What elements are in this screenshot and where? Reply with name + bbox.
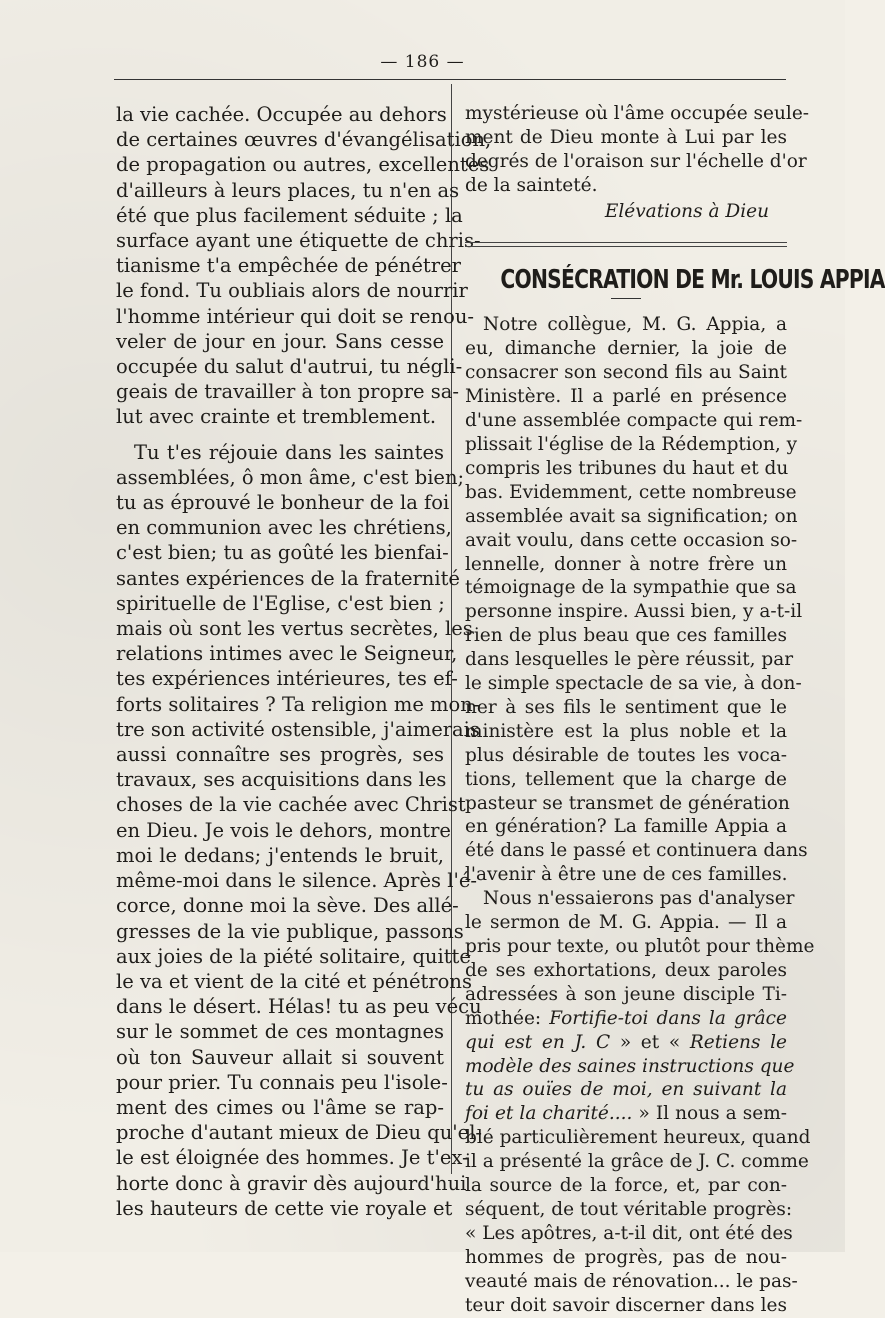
text-line: tu as éprouvé le bonheur de la foi <box>116 491 450 515</box>
text-line: moi le dedans; j'entends le bruit, <box>116 843 444 867</box>
text-line: pour prier. Tu connais peu l'isole- <box>116 1070 448 1094</box>
text-line: été que plus facilement séduite ; la <box>116 203 463 227</box>
text-fragment: mothée: <box>465 1007 550 1029</box>
text-line: ministère est la plus noble et la <box>465 720 787 742</box>
source-signature: Elévations à Dieu <box>604 200 769 222</box>
text-line: gresses de la vie publique, passons <box>116 919 464 943</box>
quoted-text: foi et la charité.... <box>465 1103 633 1125</box>
text-line: spirituelle de l'Eglise, c'est bien ; <box>116 591 445 615</box>
text-line: l'avenir à être une de ces familles. <box>465 864 788 886</box>
text-line: relations intimes avec le Seigneur, <box>116 642 458 666</box>
text-line: en Dieu. Je vois le dehors, montre <box>116 818 451 842</box>
text-line: veler de jour en jour. Sans cesse <box>116 329 444 353</box>
text-line: aussi connaître ses progrès, ses <box>116 743 444 767</box>
text-line: de ses exhortations, deux paroles <box>465 959 787 981</box>
text-line: « Les apôtres, a-t-il dit, ont été des <box>465 1222 793 1244</box>
text-line: assemblées, ô mon âme, c'est bien; <box>116 465 465 489</box>
text-line: la source de la force, et, par con- <box>465 1175 787 1197</box>
text-line: lut avec crainte et tremblement. <box>116 405 437 429</box>
text-line <box>465 1007 787 1031</box>
text-line: il a présenté la grâce de J. C. comme <box>465 1151 809 1173</box>
text-line: les hauteurs de cette vie royale et <box>116 1196 453 1220</box>
text-line: choses de la vie cachée avec Christ <box>116 793 466 817</box>
text-line: bas. Evidemment, cette nombreuse <box>465 481 797 503</box>
heading-rule <box>611 298 641 299</box>
text-line: santes expériences de la fraternité <box>116 566 460 590</box>
text-line: veauté mais de rénovation... le pas- <box>465 1270 798 1292</box>
quoted-text: modèle des saines instructions que <box>465 1055 795 1077</box>
text-line: mystérieuse où l'âme occupée seule- <box>465 103 810 124</box>
text-line: tions, tellement que la charge de <box>465 768 787 790</box>
paragraph-continuation <box>465 102 810 198</box>
paragraph <box>465 887 815 1317</box>
text-line: Notre collègue, M. G. Appia, a <box>483 314 787 336</box>
text-line: l'homme intérieur qui doit se renou- <box>116 304 474 328</box>
text-line: en génération? La famille Appia a <box>465 816 787 838</box>
text-line: séquent, de tout véritable progrès: <box>465 1198 793 1220</box>
article-heading: CONSÉCRATION DE Mr. LOUIS APPIA <box>500 264 885 295</box>
text-line: proche d'autant mieux de Dieu qu'el- <box>116 1121 483 1145</box>
text-line: le sermon de M. G. Appia. — Il a <box>465 912 787 934</box>
text-line: mais où sont les vertus secrètes, les <box>116 617 473 641</box>
text-line: aux joies de la piété solitaire, quitte <box>116 944 471 968</box>
text-line: assemblée avait sa signification; on <box>465 505 798 527</box>
paragraph <box>116 440 483 1221</box>
text-line: travaux, ses acquisitions dans les <box>116 768 447 792</box>
text-line: c'est bien; tu as goûté les bienfai- <box>116 541 449 565</box>
text-line: occupée du salut d'autrui, tu négli- <box>116 355 463 379</box>
text-line: d'ailleurs à leurs places, tu n'en as <box>116 178 460 202</box>
text-line: forts solitaires ? Ta religion me mon- <box>116 692 480 716</box>
text-line: eu, dimanche dernier, la joie de <box>465 338 787 360</box>
text-line: plissait l'église de la Rédemption, y <box>465 433 798 455</box>
text-line: hommes de progrès, pas de nou- <box>465 1246 787 1268</box>
left-column <box>116 102 492 1221</box>
text-line <box>465 1031 787 1055</box>
header-rule <box>114 79 786 80</box>
text-line: consacrer son second fils au Saint <box>465 362 787 384</box>
text-line: où ton Sauveur allait si souvent <box>116 1045 444 1069</box>
text-line: Ministère. Il a parlé en présence <box>465 386 787 408</box>
text-line: le est éloignée des hommes. Je t'ex- <box>116 1146 469 1170</box>
text-line: dans lesquelles le père réussit, par <box>465 649 794 671</box>
text-line: de la sainteté. <box>465 174 598 196</box>
text-line: sur le sommet de ces montagnes <box>116 1020 444 1044</box>
text-line: ment des cimes ou l'âme se rap- <box>116 1095 444 1119</box>
text-line: personne inspire. Aussi bien, y a-t-il <box>465 601 803 623</box>
text-line: d'une assemblée compacte qui rem- <box>465 410 803 432</box>
text-line: ner à ses fils le sentiment que le <box>465 696 787 718</box>
text-fragment: » et « <box>610 1031 690 1053</box>
quoted-text: Retiens le <box>689 1031 788 1053</box>
text-line: rien de plus beau que ces familles <box>465 625 787 647</box>
section-divider <box>465 242 787 247</box>
text-line: pris pour texte, ou plutôt pour thème <box>465 936 815 957</box>
text-line: le simple spectacle de sa vie, à don- <box>465 673 802 695</box>
quoted-text: qui est en J. C <box>465 1031 611 1053</box>
right-column <box>465 102 885 1318</box>
text-line: la vie cachée. Occupée au dehors <box>116 103 447 126</box>
text-line: Nous n'essaierons pas d'analyser <box>483 888 795 910</box>
text-line: lennelle, donner à notre frère un <box>465 553 787 575</box>
text-line: été dans le passé et continuera dans <box>465 840 808 862</box>
text-line: témoignage de la sympathie que sa <box>465 577 797 599</box>
paragraph <box>465 313 808 887</box>
text-line: le fond. Tu oubliais alors de nourrir <box>116 279 468 303</box>
text-line: pasteur se transmet de génération <box>465 792 790 814</box>
text-line: tre son activité ostensible, j'aimerais <box>116 717 480 741</box>
text-line: tianisme t'a empêchée de pénétrer <box>116 254 461 278</box>
text-line <box>465 1102 787 1126</box>
text-line: tes expériences intérieures, tes ef- <box>116 667 458 691</box>
text-line: horte donc à gravir dès aujourd'hui <box>116 1171 467 1195</box>
text-line: Tu t'es réjouie dans les saintes <box>134 440 444 464</box>
text-line: adressées à son jeune disciple Ti- <box>465 983 787 1005</box>
text-line: de propagation ou autres, excellentes <box>116 153 490 177</box>
text-line: geais de travailler à ton propre sa- <box>116 380 459 404</box>
text-line: de certaines œuvres d'évangélisation, <box>116 128 492 152</box>
text-line: même-moi dans le silence. Après l'é- <box>116 869 477 893</box>
text-line: en communion avec les chrétiens, <box>116 516 452 540</box>
text-line: degrés de l'oraison sur l'échelle d'or <box>465 150 807 172</box>
text-line: le va et vient de la cité et pénétrons <box>116 969 472 993</box>
text-line: plus désirable de toutes les voca- <box>465 744 787 766</box>
text-fragment: » Il nous a sem- <box>632 1103 787 1125</box>
text-line: ment de Dieu monte à Lui par les <box>465 126 787 148</box>
page-number: — 186 — <box>380 52 465 72</box>
text-line: corce, donne moi la sève. Des allé- <box>116 894 459 918</box>
paragraph <box>116 102 492 440</box>
text-line: dans le désert. Hélas! tu as peu vécu <box>116 995 482 1019</box>
quoted-text: Fortifie-toi dans la grâce <box>549 1007 787 1029</box>
text-line: compris les tribunes du haut et du <box>465 457 789 479</box>
text-line: teur doit savoir discerner dans les <box>465 1294 787 1316</box>
quoted-text: tu as ouïes de moi, en suivant la <box>465 1079 787 1101</box>
text-line: surface ayant une étiquette de chris- <box>116 229 481 253</box>
text-line: blé particulièrement heureux, quand <box>465 1127 811 1149</box>
text-line: avait voulu, dans cette occasion so- <box>465 529 798 551</box>
